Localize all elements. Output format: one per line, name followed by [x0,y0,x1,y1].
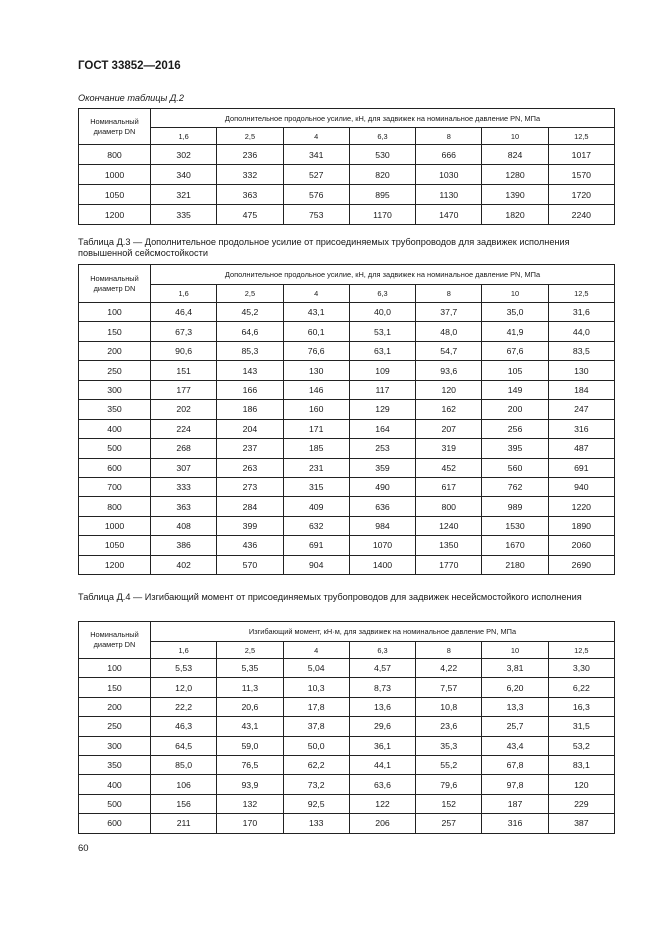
cell-value: 2690 [548,555,614,574]
cell-value: 1220 [548,497,614,516]
cell-value: 177 [151,380,217,399]
cell-value: 67,8 [482,755,548,774]
cell-value: 109 [349,361,415,380]
cell-value: 202 [151,400,217,419]
cell-value: 60,1 [283,322,349,341]
cell-value: 73,2 [283,775,349,794]
cell-value: 83,1 [548,755,614,774]
cell-value: 1570 [548,165,614,185]
cell-value: 800 [416,497,482,516]
cell-value: 256 [482,419,548,438]
cell-dn: 800 [79,145,151,165]
cell-value: 211 [151,814,217,833]
cell-value: 12,0 [151,678,217,697]
cell-dn: 1200 [79,555,151,574]
cell-value: 13,6 [349,697,415,716]
cell-value: 83,5 [548,341,614,360]
col-header-pn: 8 [416,642,482,659]
cell-value: 63,6 [349,775,415,794]
cell-value: 132 [217,794,283,813]
cell-dn: 400 [79,775,151,794]
table-row [79,697,615,716]
cell-value: 316 [548,419,614,438]
cell-value: 263 [217,458,283,477]
table-row [79,205,615,225]
cell-value: 79,6 [416,775,482,794]
cell-value: 85,0 [151,755,217,774]
table-row [79,145,615,165]
cell-value: 7,57 [416,678,482,697]
cell-value: 4,22 [416,659,482,678]
col-header-pn: 2,5 [217,128,283,145]
cell-value: 1280 [482,165,548,185]
cell-value: 691 [283,536,349,555]
col-header-pn: 4 [283,285,349,303]
cell-value: 67,6 [482,341,548,360]
col-header-pn: 8 [416,285,482,303]
cell-value: 984 [349,516,415,535]
cell-value: 17,8 [283,697,349,716]
cell-dn: 700 [79,477,151,496]
cell-value: 166 [217,380,283,399]
cell-value: 53,2 [548,736,614,755]
cell-dn: 350 [79,400,151,419]
cell-dn: 100 [79,303,151,322]
cell-value: 3,30 [548,659,614,678]
cell-value: 1240 [416,516,482,535]
cell-value: 106 [151,775,217,794]
col-header-pressure-span: Дополнительное продольное усилие, кН, для задвижек на номинальное давление PN, МПа [151,109,615,128]
cell-value: 97,8 [482,775,548,794]
cell-value: 402 [151,555,217,574]
col-header-pn: 10 [482,642,548,659]
cell-value: 229 [548,794,614,813]
table-row [79,185,615,205]
table-row [79,361,615,380]
table-row [79,165,615,185]
table-row [79,555,615,574]
cell-value: 1470 [416,205,482,225]
cell-value: 530 [349,145,415,165]
cell-value: 6,22 [548,678,614,697]
cell-value: 31,6 [548,303,614,322]
cell-value: 45,2 [217,303,283,322]
cell-value: 187 [482,794,548,813]
cell-dn: 300 [79,736,151,755]
table-row [79,303,615,322]
cell-dn: 1200 [79,205,151,225]
col-header-pn: 4 [283,128,349,145]
col-header-pn: 1,6 [151,285,217,303]
cell-value: 487 [548,439,614,458]
table-row [79,341,615,360]
table-row [79,322,615,341]
cell-value: 35,3 [416,736,482,755]
cell-value: 284 [217,497,283,516]
table-d3 [78,264,615,575]
cell-value: 62,2 [283,755,349,774]
cell-value: 1720 [548,185,614,205]
cell-value: 122 [349,794,415,813]
cell-value: 399 [217,516,283,535]
col-header-pn: 2,5 [217,642,283,659]
cell-value: 1170 [349,205,415,225]
cell-value: 48,0 [416,322,482,341]
cell-value: 247 [548,400,614,419]
cell-value: 117 [349,380,415,399]
cell-value: 386 [151,536,217,555]
cell-value: 5,53 [151,659,217,678]
cell-value: 46,4 [151,303,217,322]
cell-value: 160 [283,400,349,419]
cell-value: 55,2 [416,755,482,774]
col-header-pn: 10 [482,128,548,145]
table-d2 [78,108,615,225]
cell-value: 236 [217,145,283,165]
table-row [79,536,615,555]
cell-value: 3,81 [482,659,548,678]
cell-value: 253 [349,439,415,458]
cell-value: 5,04 [283,659,349,678]
cell-value: 409 [283,497,349,516]
col-header-dn: Номинальный диаметр DN [79,109,151,145]
col-header-dn: Номинальный диаметр DN [79,622,151,659]
cell-value: 4,57 [349,659,415,678]
cell-value: 1070 [349,536,415,555]
cell-value: 332 [217,165,283,185]
col-header-pn: 6,3 [349,285,415,303]
cell-dn: 500 [79,794,151,813]
cell-value: 41,9 [482,322,548,341]
cell-value: 130 [283,361,349,380]
cell-value: 940 [548,477,614,496]
cell-dn: 100 [79,659,151,678]
cell-value: 151 [151,361,217,380]
cell-dn: 300 [79,380,151,399]
cell-value: 29,6 [349,717,415,736]
cell-value: 143 [217,361,283,380]
cell-dn: 1000 [79,516,151,535]
cell-value: 170 [217,814,283,833]
table-row [79,814,615,833]
cell-value: 67,3 [151,322,217,341]
cell-value: 632 [283,516,349,535]
cell-dn: 200 [79,341,151,360]
cell-dn: 150 [79,322,151,341]
table-row [79,775,615,794]
col-header-pn: 2,5 [217,285,283,303]
table-d2-caption: Окончание таблицы Д.2 [78,93,184,103]
table-row [79,400,615,419]
cell-dn: 250 [79,361,151,380]
cell-value: 395 [482,439,548,458]
cell-value: 316 [482,814,548,833]
cell-value: 20,6 [217,697,283,716]
table-row [79,717,615,736]
cell-dn: 600 [79,814,151,833]
page-number: 60 [78,843,89,854]
cell-value: 268 [151,439,217,458]
cell-value: 1530 [482,516,548,535]
col-header-pn: 12,5 [548,285,614,303]
cell-value: 63,1 [349,341,415,360]
cell-value: 341 [283,145,349,165]
cell-value: 120 [548,775,614,794]
cell-value: 636 [349,497,415,516]
cell-value: 257 [416,814,482,833]
cell-value: 43,1 [283,303,349,322]
cell-value: 13,3 [482,697,548,716]
document-title: ГОСТ 33852—2016 [78,60,181,72]
cell-value: 162 [416,400,482,419]
cell-value: 11,3 [217,678,283,697]
cell-value: 156 [151,794,217,813]
cell-value: 206 [349,814,415,833]
col-header-pressure-span: Изгибающий момент, кН·м, для задвижек на номинальное давление PN, МПа [151,622,615,642]
cell-value: 1030 [416,165,482,185]
cell-value: 130 [548,361,614,380]
col-header-pn: 10 [482,285,548,303]
cell-value: 359 [349,458,415,477]
cell-value: 1017 [548,145,614,165]
table-row [79,755,615,774]
cell-value: 490 [349,477,415,496]
cell-value: 666 [416,145,482,165]
cell-value: 302 [151,145,217,165]
cell-value: 2180 [482,555,548,574]
cell-value: 1820 [482,205,548,225]
cell-value: 363 [217,185,283,205]
cell-value: 408 [151,516,217,535]
cell-value: 762 [482,477,548,496]
cell-value: 6,20 [482,678,548,697]
cell-value: 436 [217,536,283,555]
table-d3-caption: Таблица Д.3 — Дополнительное продольное усилие от присоединяемых трубопроводов для задвижек исполнения повышенной сейсмостойкости [78,237,570,258]
cell-dn: 350 [79,755,151,774]
cell-value: 16,3 [548,697,614,716]
col-header-pn: 6,3 [349,642,415,659]
col-header-pn: 1,6 [151,128,217,145]
cell-value: 76,6 [283,341,349,360]
cell-dn: 1050 [79,185,151,205]
col-header-pressure-span: Дополнительное продольное усилие, кН, для задвижек на номинальное давление PN, МПа [151,265,615,285]
cell-value: 315 [283,477,349,496]
col-header-pn: 1,6 [151,642,217,659]
cell-value: 129 [349,400,415,419]
cell-value: 186 [217,400,283,419]
cell-value: 37,8 [283,717,349,736]
cell-value: 363 [151,497,217,516]
cell-value: 31,5 [548,717,614,736]
table-row [79,439,615,458]
cell-value: 43,1 [217,717,283,736]
table-row [79,458,615,477]
cell-value: 43,4 [482,736,548,755]
cell-value: 560 [482,458,548,477]
cell-value: 237 [217,439,283,458]
cell-value: 10,3 [283,678,349,697]
cell-value: 224 [151,419,217,438]
cell-value: 90,6 [151,341,217,360]
cell-value: 1890 [548,516,614,535]
cell-value: 207 [416,419,482,438]
table-row [79,659,615,678]
cell-dn: 1000 [79,165,151,185]
cell-value: 273 [217,477,283,496]
cell-value: 40,0 [349,303,415,322]
cell-value: 307 [151,458,217,477]
cell-value: 1390 [482,185,548,205]
table-row [79,477,615,496]
col-header-dn: Номинальный диаметр DN [79,265,151,303]
table-row [79,736,615,755]
cell-value: 319 [416,439,482,458]
cell-value: 989 [482,497,548,516]
cell-value: 617 [416,477,482,496]
cell-value: 44,1 [349,755,415,774]
cell-value: 231 [283,458,349,477]
table-row [79,419,615,438]
cell-value: 185 [283,439,349,458]
cell-dn: 200 [79,697,151,716]
cell-value: 1350 [416,536,482,555]
cell-value: 44,0 [548,322,614,341]
cell-value: 321 [151,185,217,205]
cell-dn: 800 [79,497,151,516]
cell-value: 8,73 [349,678,415,697]
cell-value: 149 [482,380,548,399]
cell-value: 824 [482,145,548,165]
cell-value: 64,6 [217,322,283,341]
cell-value: 475 [217,205,283,225]
cell-dn: 250 [79,717,151,736]
cell-value: 59,0 [217,736,283,755]
cell-value: 1670 [482,536,548,555]
cell-value: 753 [283,205,349,225]
col-header-pn: 6,3 [349,128,415,145]
table-row [79,497,615,516]
cell-value: 452 [416,458,482,477]
cell-value: 92,5 [283,794,349,813]
cell-value: 1400 [349,555,415,574]
cell-value: 335 [151,205,217,225]
cell-value: 76,5 [217,755,283,774]
cell-value: 2060 [548,536,614,555]
cell-value: 23,6 [416,717,482,736]
cell-value: 1130 [416,185,482,205]
cell-value: 22,2 [151,697,217,716]
cell-value: 904 [283,555,349,574]
cell-value: 35,0 [482,303,548,322]
cell-value: 691 [548,458,614,477]
cell-value: 133 [283,814,349,833]
cell-value: 37,7 [416,303,482,322]
cell-value: 895 [349,185,415,205]
cell-value: 527 [283,165,349,185]
cell-value: 64,5 [151,736,217,755]
table-d4 [78,621,615,834]
cell-value: 1770 [416,555,482,574]
cell-dn: 600 [79,458,151,477]
cell-value: 85,3 [217,341,283,360]
cell-value: 46,3 [151,717,217,736]
cell-value: 152 [416,794,482,813]
cell-value: 54,7 [416,341,482,360]
cell-value: 340 [151,165,217,185]
table-row [79,380,615,399]
cell-value: 184 [548,380,614,399]
col-header-pn: 12,5 [548,128,614,145]
cell-value: 387 [548,814,614,833]
col-header-pn: 12,5 [548,642,614,659]
cell-value: 164 [349,419,415,438]
cell-value: 93,9 [217,775,283,794]
cell-value: 333 [151,477,217,496]
cell-value: 171 [283,419,349,438]
cell-value: 10,8 [416,697,482,716]
col-header-pn: 4 [283,642,349,659]
table-row [79,794,615,813]
table-d4-caption: Таблица Д.4 — Изгибающий момент от присоединяемых трубопроводов для задвижек несейсмостойкого исполнения [78,592,582,602]
cell-value: 2240 [548,205,614,225]
cell-value: 200 [482,400,548,419]
cell-dn: 1050 [79,536,151,555]
cell-value: 93,6 [416,361,482,380]
cell-value: 50,0 [283,736,349,755]
cell-value: 36,1 [349,736,415,755]
cell-dn: 500 [79,439,151,458]
cell-dn: 400 [79,419,151,438]
col-header-pn: 8 [416,128,482,145]
cell-value: 576 [283,185,349,205]
cell-value: 25,7 [482,717,548,736]
cell-value: 570 [217,555,283,574]
cell-value: 820 [349,165,415,185]
cell-value: 204 [217,419,283,438]
cell-value: 146 [283,380,349,399]
cell-dn: 150 [79,678,151,697]
table-row [79,516,615,535]
cell-value: 105 [482,361,548,380]
cell-value: 120 [416,380,482,399]
cell-value: 53,1 [349,322,415,341]
table-row [79,678,615,697]
cell-value: 5,35 [217,659,283,678]
